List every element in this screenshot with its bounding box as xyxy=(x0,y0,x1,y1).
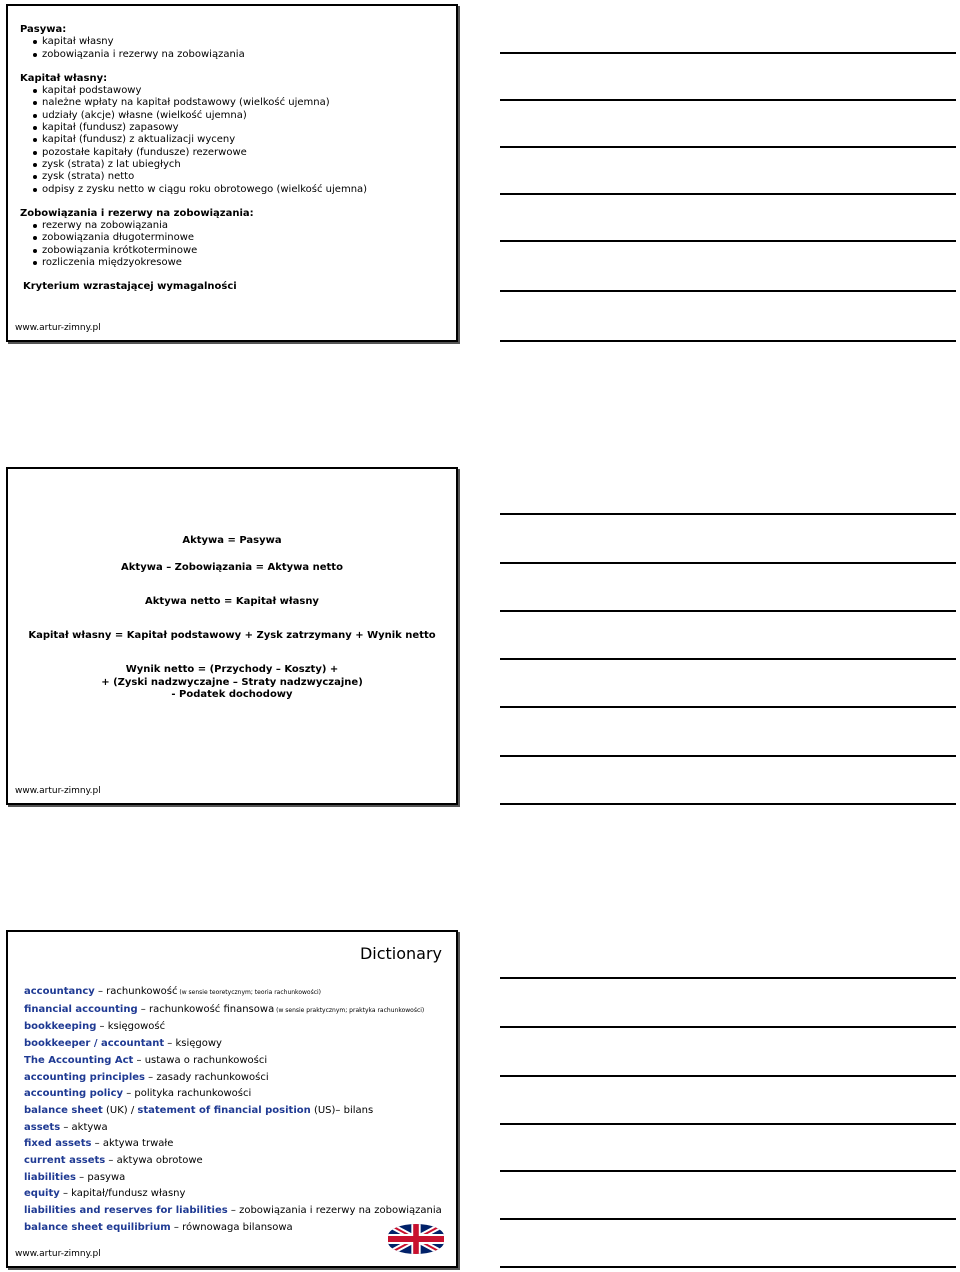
slide-pasywa xyxy=(6,4,458,342)
footer-url: www.artur-zimny.pl xyxy=(15,323,101,333)
list-item: zobowiązania i rezerwy na zobowiązania xyxy=(20,49,448,61)
list-item: kapitał (fundusz) z aktualizacji wyceny xyxy=(20,134,448,146)
dictionary-entry: accounting policy – polityka rachunkowości xyxy=(24,1088,252,1100)
dictionary-entry: assets – aktywa xyxy=(24,1121,108,1133)
dictionary-title: Dictionary xyxy=(359,944,442,963)
list-item: zobowiązania długoterminowe xyxy=(20,232,448,244)
kapital-list xyxy=(20,85,448,196)
equation-2: Aktywa – Zobowiązania = Aktywa netto xyxy=(121,562,343,573)
equation-5-line-2: + (Zyski nadzwyczajne – Straty nadzwyczajne) xyxy=(101,677,363,688)
equation-5-line-3: - Podatek dochodowy xyxy=(171,689,293,700)
dictionary-entry: balance sheet equilibrium – równowaga bilansowa xyxy=(24,1221,293,1233)
dictionary-entry: equity – kapitał/fundusz własny xyxy=(24,1188,186,1200)
list-item: pozostałe kapitały (fundusze) rezerwowe xyxy=(20,147,448,159)
list-item: zobowiązania krótkoterminowe xyxy=(20,245,448,257)
slide-equations xyxy=(6,467,458,805)
equation-4: Kapitał własny = Kapitał podstawowy + Zysk zatrzymany + Wynik netto xyxy=(28,630,436,641)
equation-1: Aktywa = Pasywa xyxy=(182,535,282,546)
slide-dictionary xyxy=(6,930,458,1268)
dictionary-entry: bookkeeper / accountant – księgowy xyxy=(24,1038,222,1050)
dictionary-entry: accountancy – rachunkowość (w sensie teoretycznym; teoria rachunkowości) xyxy=(24,986,322,997)
dictionary-entry: financial accounting – rachunkowość finansowa (w sensie praktycznym; praktyka rachunkowości) xyxy=(24,1003,425,1015)
dictionary-list xyxy=(24,984,442,1237)
heading-kapital-wlasny: Kapitał własny: xyxy=(20,72,108,84)
dictionary-entry: accounting principles – zasady rachunkowości xyxy=(24,1071,269,1083)
pasywa-list xyxy=(20,36,448,61)
dictionary-entry: current assets – aktywa obrotowe xyxy=(24,1155,203,1167)
list-item: należne wpłaty na kapitał podstawowy (wielkość ujemna) xyxy=(20,97,448,109)
equation-3: Aktywa netto = Kapitał własny xyxy=(145,596,319,607)
dictionary-entry: liabilities – pasywa xyxy=(24,1171,126,1183)
equation-5-line-1: Wynik netto = (Przychody – Koszty) + xyxy=(125,664,339,675)
dictionary-entry-balance-sheet: balance sheet (UK) / statement of financial position (US)– bilans xyxy=(24,1104,374,1116)
list-item: kapitał (fundusz) zapasowy xyxy=(20,122,448,134)
list-item: zysk (strata) z lat ubiegłych xyxy=(20,159,448,171)
slide-pasywa-content xyxy=(20,24,448,294)
zobowiazania-list xyxy=(20,220,448,269)
list-item: kapitał własny xyxy=(20,36,448,48)
uk-flag-icon xyxy=(388,1224,444,1254)
list-item: rezerwy na zobowiązania xyxy=(20,220,448,232)
list-item: zysk (strata) netto xyxy=(20,171,448,183)
criterion-text: Kryterium wzrastającej wymagalności xyxy=(23,281,237,293)
dictionary-entry: bookkeeping – księgowość xyxy=(24,1021,166,1033)
heading-zobowiazania: Zobowiązania i rezerwy na zobowiązania: xyxy=(20,207,254,219)
heading-pasywa: Pasywa: xyxy=(20,24,67,35)
list-item: rozliczenia międzyokresowe xyxy=(20,257,448,269)
footer-url: www.artur-zimny.pl xyxy=(15,786,101,796)
footer-url: www.artur-zimny.pl xyxy=(15,1249,101,1259)
list-item: odpisy z zysku netto w ciągu roku obrotowego (wielkość ujemna) xyxy=(20,184,448,196)
dictionary-entry: The Accounting Act – ustawa o rachunkowości xyxy=(24,1054,268,1066)
list-item: udziały (akcje) własne (wielkość ujemna) xyxy=(20,110,448,122)
list-item: kapitał podstawowy xyxy=(20,85,448,97)
dictionary-entry: fixed assets – aktywa trwałe xyxy=(24,1138,174,1150)
dictionary-entry: liabilities and reserves for liabilities – zobowiązania i rezerwy na zobowiązania xyxy=(24,1205,442,1217)
